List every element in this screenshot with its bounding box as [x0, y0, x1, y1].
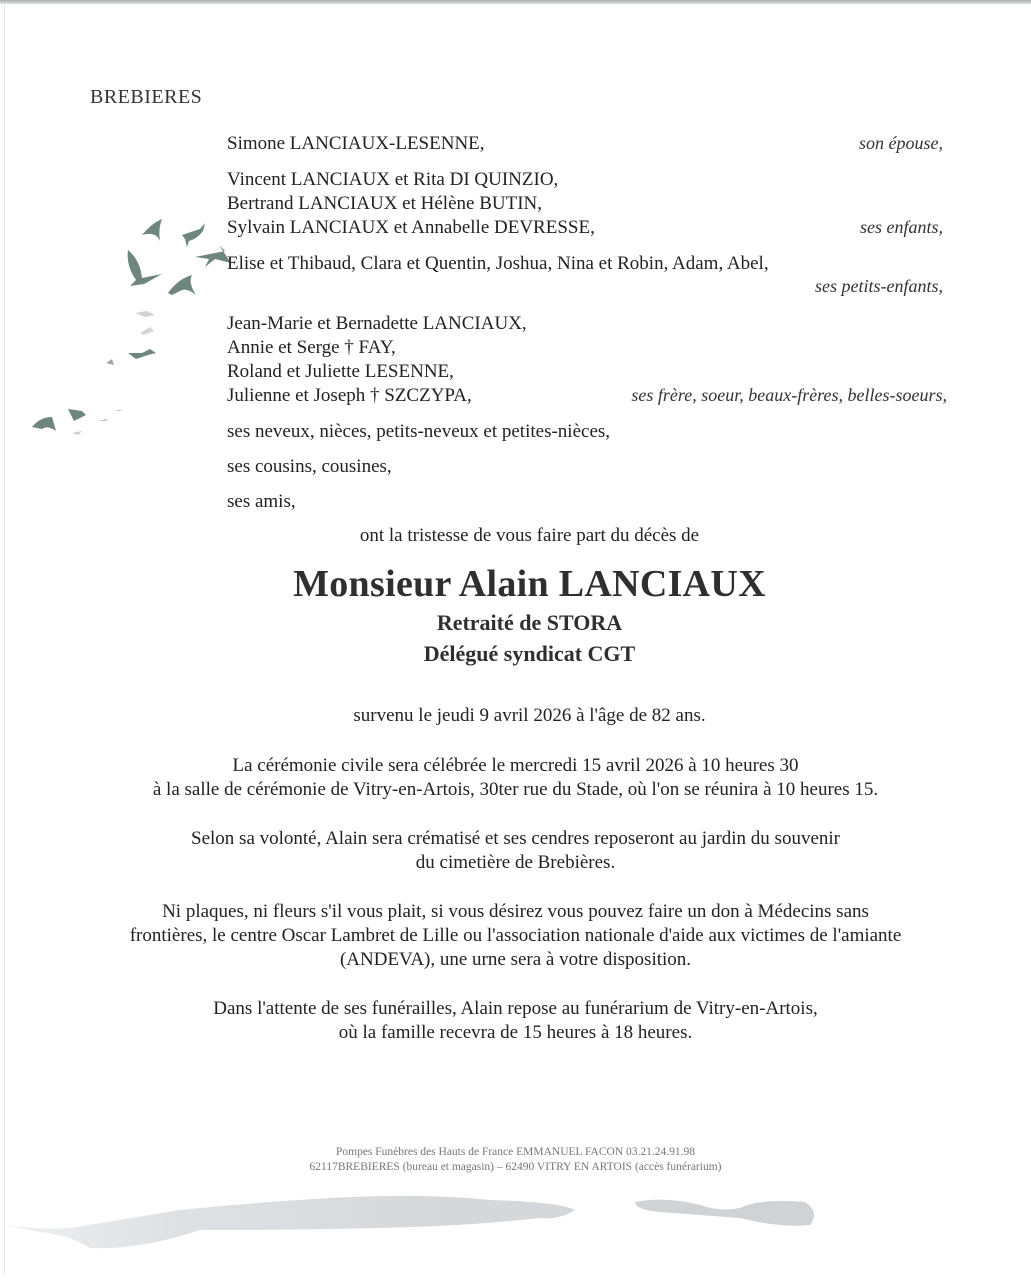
ceremony-line-1: La cérémonie civile sera célébrée le mercredi 15 avril 2026 à 10 heures 30 [232, 755, 799, 776]
donations-line-3: (ANDEVA), une urne sera à votre disposition. [339, 949, 692, 970]
spouse-name: Simone LANCIAUX-LESENNE, [227, 133, 485, 154]
donations-line-1: Ni plaques, ni fleurs s'il vous plait, si vous désirez vous pouvez faire un don à Médecins sans [162, 901, 869, 922]
cousins-line: ses cousins, cousines, [227, 456, 392, 477]
watercolor-wash-decoration [0, 1190, 1031, 1270]
friends-line: ses amis, [227, 491, 296, 512]
announcement-intro: ont la tristesse de vous faire part du décès de [359, 525, 700, 546]
visitation-line-2: où la famille recevra de 15 heures à 18 heures. [338, 1022, 693, 1043]
sibling-couple-1: Jean-Marie et Bernadette LANCIAUX, [227, 313, 527, 334]
bird-icon [142, 219, 162, 241]
bird-icon [128, 250, 162, 286]
bird-icon [140, 327, 154, 335]
scan-top-edge [0, 0, 1031, 4]
death-date: survenu le jeudi 9 avril 2026 à l'âge de 82 ans. [353, 705, 706, 726]
child-couple-3: Sylvain LANCIAUX et Annabelle DEVRESSE, [227, 217, 595, 238]
cremation-line-1: Selon sa volonté, Alain sera crématisé et ses cendres reposeront au jardin du souvenir [191, 828, 840, 849]
bird-icon [106, 359, 114, 365]
bird-icon [98, 419, 108, 421]
bird-icon [135, 311, 155, 317]
cremation-line-2: du cimetière de Brebières. [415, 852, 616, 873]
siblings-role: ses frère, soeur, beaux-frères, belles-soeurs, [631, 385, 947, 405]
funeral-home-line-1: Pompes Funèbres des Hauts de France EMMANUEL FACON 03.21.24.91.98 [335, 1146, 696, 1158]
bird-icon [182, 223, 205, 247]
donations-line-2: frontières, le centre Oscar Lambret de Lille ou l'association nationale d'aide aux victimes de l'amiante [129, 925, 902, 946]
child-couple-2: Bertrand LANCIAUX et Hélène BUTIN, [227, 193, 542, 214]
sibling-couple-4: Julienne et Joseph † SZCZYPA, [227, 385, 472, 406]
child-couple-1: Vincent LANCIAUX et Rita DI QUINZIO, [227, 169, 559, 190]
bird-icon [32, 417, 56, 431]
grandchildren-names: Elise et Thibaud, Clara et Quentin, Joshua, Nina et Robin, Adam, Abel, [227, 253, 769, 274]
deceased-title-2: Délégué syndicat CGT [423, 641, 636, 666]
bird-icon [114, 409, 122, 411]
ceremony-line-2: à la salle de cérémonie de Vitry-en-Artois, 30ter rue du Stade, où l'on se réunira à 10 heures 15. [152, 779, 879, 800]
bird-icon [168, 275, 196, 295]
nephews-line: ses neveux, nièces, petits-neveux et petites-nièces, [227, 421, 611, 442]
visitation-line-1: Dans l'attente de ses funérailles, Alain repose au funérarium de Vitry-en-Artois, [213, 998, 818, 1019]
funeral-home-line-2: 62117BREBIERES (bureau et magasin) – 62490 VITRY EN ARTOIS (accès funérarium) [309, 1161, 722, 1173]
bird-icon [195, 245, 230, 267]
grandchildren-role: ses petits-enfants, [815, 276, 943, 296]
children-role: ses enfants, [860, 217, 943, 237]
scan-left-edge [4, 4, 5, 1274]
bird-icon [128, 349, 156, 359]
bird-icon [68, 409, 86, 421]
spouse-role: son épouse, [859, 133, 943, 153]
bird-icon [72, 431, 82, 435]
sibling-couple-2: Annie et Serge † FAY, [227, 337, 396, 358]
deceased-title-1: Retraité de STORA [436, 610, 623, 635]
flying-birds-illustration [10, 205, 230, 445]
sibling-couple-3: Roland et Juliette LESENNE, [227, 361, 454, 382]
deceased-name: Monsieur Alain LANCIAUX [293, 563, 766, 605]
town-name: BREBIERES [90, 86, 203, 108]
